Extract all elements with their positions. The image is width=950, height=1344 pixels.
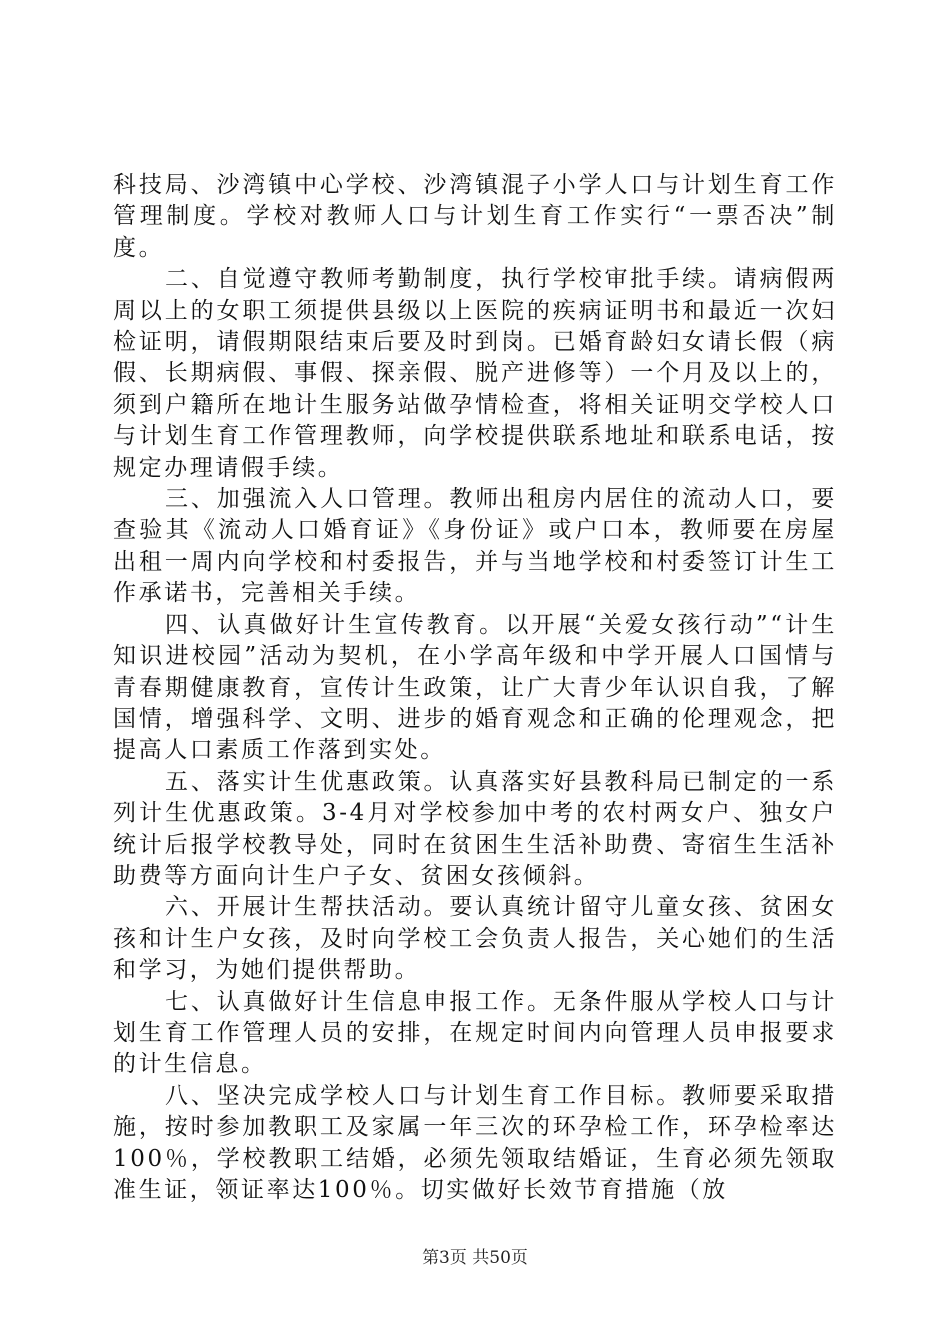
paragraph-information-report: 七、认真做好计生信息申报工作。无条件服从学校人口与计划生育工作管理人员的安排，在规定时间内向管理人员申报要求的计生信息。 <box>113 988 837 1078</box>
paragraph-publicity-education: 四、认真做好计生宣传教育。以开展“关爱女孩行动”“计生知识进校园”活动为契机，在小学高年级和中学开展人口国情与青春期健康教育，宣传计生政策，让广大青少年认识自我，了解国情，增强科学、文明、进步的婚育观念和正确的伦理观念，把提高人口素质工作落到实处。 <box>113 611 837 764</box>
paragraph-work-target: 八、坚决完成学校人口与计划生育工作目标。教师要采取措施，按时参加教职工及家属一年三次的环孕检工作，环孕检率达100％，学校教职工结婚，必须先领取结婚证，生育必须先领取准生证，领证率达100％。切实做好长效节育措施（放 <box>113 1082 837 1203</box>
paragraph-assistance: 六、开展计生帮扶活动。要认真统计留守儿童女孩、贫困女孩和计生户女孩，及时向学校工会负责人报告，关心她们的生活和学习，为她们提供帮助。 <box>113 894 837 984</box>
paragraph-attendance: 二、自觉遵守教师考勤制度，执行学校审批手续。请病假两周以上的女职工须提供县级以上医院的疾病证明书和最近一次妇检证明，请假期限结束后要及时到岗。已婚育龄妇女请长假（病假、长期病假、事假、探亲假、脱产进修等）一个月及以上的，须到户籍所在地计生服务站做孕情检查，将相关证明交学校人口与计划生育工作管理教师，向学校提供联系地址和联系电话，按规定办理请假手续。 <box>113 266 837 481</box>
paragraph-preferential-policy: 五、落实计生优惠政策。认真落实好县教科局已制定的一系列计生优惠政策。3-4月对学校参加中考的农村两女户、独女户统计后报学校教导处，同时在贫困生生活补助费、寄宿生生活补助费等方面向计生户子女、贫困女孩倾斜。 <box>113 768 837 889</box>
page-number-footer: 第3页 共50页 <box>422 1248 528 1268</box>
paragraph-continued: 科技局、沙湾镇中心学校、沙湾镇混子小学人口与计划生育工作管理制度。学校对教师人口与计划生育工作实行“一票否决”制度。 <box>113 172 837 261</box>
body-text <box>113 170 837 1206</box>
paragraph-migrant-population: 三、加强流入人口管理。教师出租房内居住的流动人口，要查验其《流动人口婚育证》《身份证》或户口本，教师要在房屋出租一周内向学校和村委报告，并与当地学校和村委签订计生工作承诺书，完善相关手续。 <box>113 486 837 607</box>
